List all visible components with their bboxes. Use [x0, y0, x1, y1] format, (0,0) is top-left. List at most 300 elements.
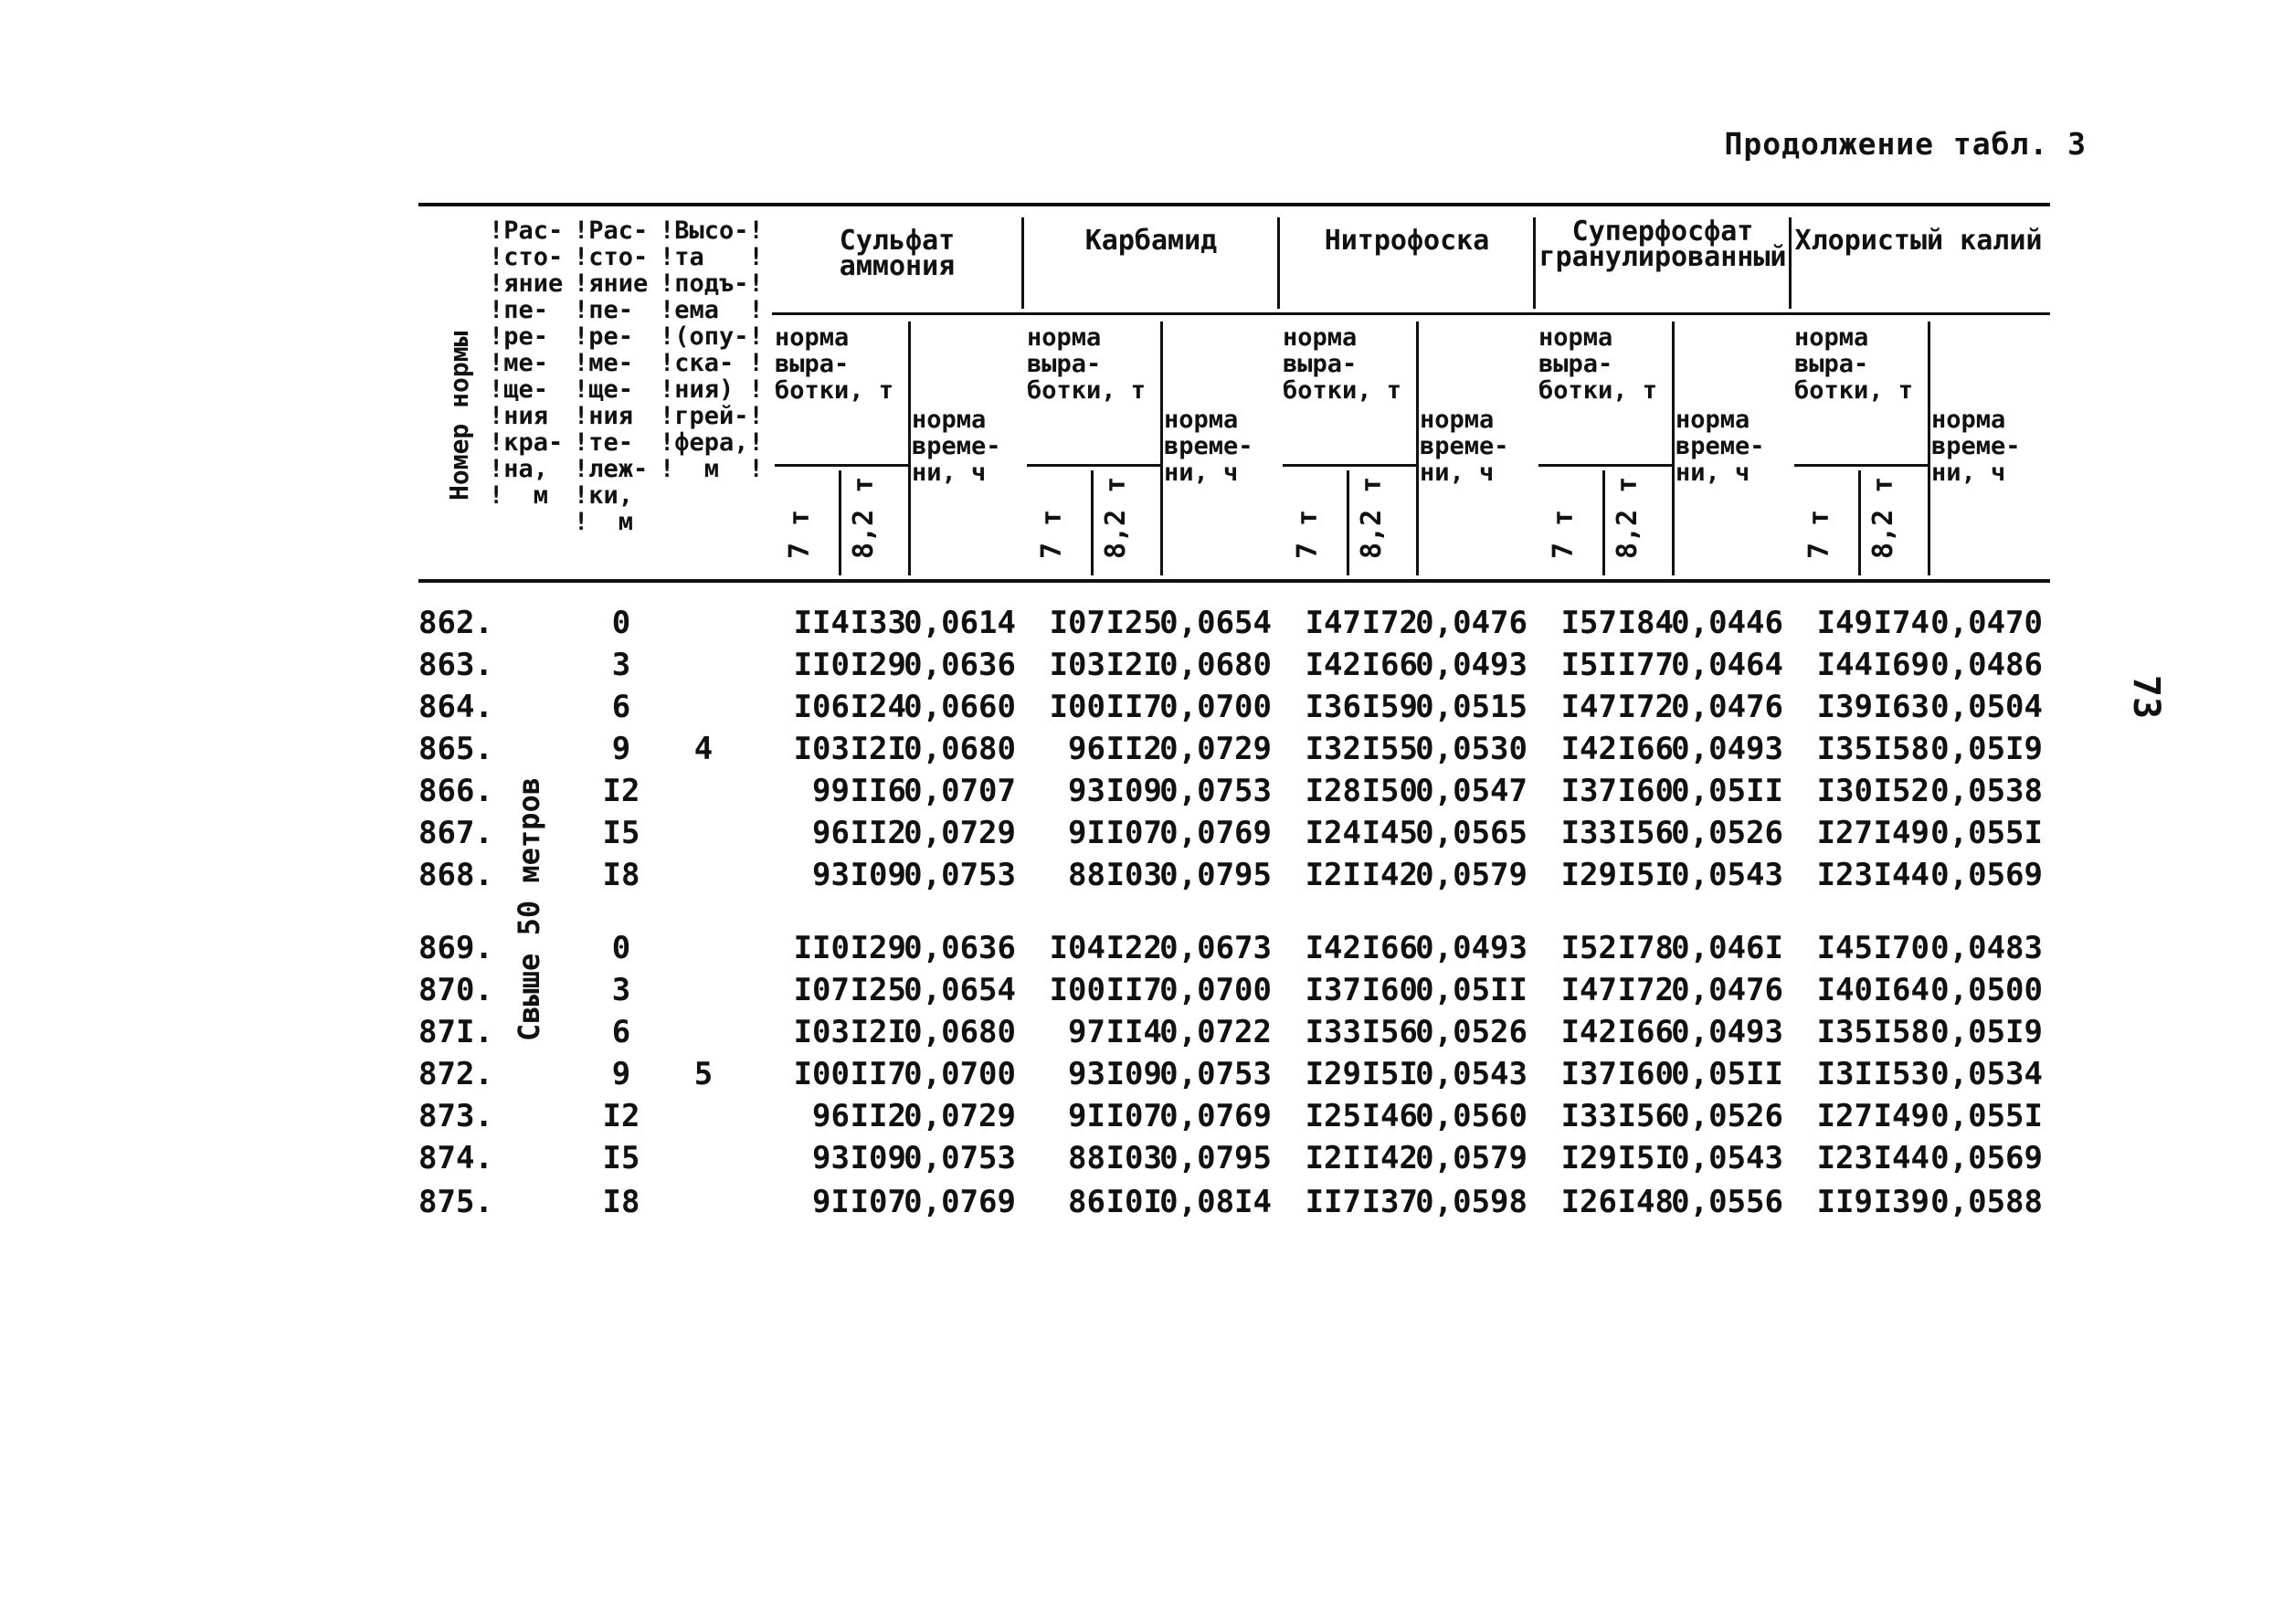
table-cell: I03: [793, 731, 850, 767]
table-cell: 0,0464: [1671, 647, 1783, 683]
row-height: 5: [693, 1056, 714, 1092]
table-cell: 0,0543: [1671, 857, 1783, 893]
table-cell: I25: [1305, 1098, 1361, 1134]
table-cell: 0,0476: [1415, 605, 1528, 641]
table-cell: I70: [1873, 930, 1929, 966]
group-header: Карбамид: [1084, 225, 1218, 257]
table-cell: I58: [1873, 1014, 1929, 1050]
table-row: [0, 773, 2294, 815]
table-cell: I2I: [850, 731, 906, 767]
table-cell: II2: [1105, 731, 1162, 767]
table-cell: I03: [1105, 1140, 1162, 1176]
table-cell: I2I: [1305, 1140, 1361, 1176]
table-cell: 0,0700: [1159, 972, 1272, 1008]
table-row: [0, 1140, 2294, 1182]
table-cell: I59: [1361, 689, 1418, 725]
row-norm-number: 872.: [418, 1056, 493, 1092]
table-cell: 0,0543: [1671, 1140, 1783, 1176]
table-cell: 0,0565: [1415, 815, 1528, 851]
table-cell: I37: [1560, 773, 1617, 809]
table-cell: 0,0493: [1671, 1014, 1783, 1050]
table-cell: I42: [1361, 857, 1418, 893]
row-distance: 0: [611, 930, 631, 966]
table-cell: 0,0526: [1671, 815, 1783, 851]
table-cell: I42: [1361, 1140, 1418, 1176]
table-cell: I66: [1617, 1014, 1674, 1050]
table-cell: I39: [1873, 1184, 1929, 1220]
table-cell: I45: [1361, 815, 1418, 851]
column-rule: [839, 470, 841, 575]
table-cell: 0,0700: [904, 1056, 1016, 1092]
table-cell: I55: [1361, 731, 1418, 767]
table-cell: 0,0729: [1159, 731, 1272, 767]
table-cell: I60: [1617, 773, 1674, 809]
group-divider-rule: [772, 312, 2050, 315]
sub-header-7t: 7 т: [1292, 509, 1324, 559]
table-cell: II7: [1105, 689, 1162, 725]
table-cell: I5I: [1361, 1056, 1418, 1092]
sub-header-norm-time: норма време- ни, ч: [1164, 406, 1253, 487]
table-cell: 0,0729: [904, 1098, 1016, 1134]
table-cell: I36: [1305, 689, 1361, 725]
table-cell: I52: [1560, 930, 1617, 966]
sub-header-7t: 7 т: [1036, 509, 1068, 559]
table-cell: I33: [1560, 1098, 1617, 1134]
table-cell: 0,0547: [1415, 773, 1528, 809]
table-cell: 0,0707: [904, 773, 1016, 809]
row-norm-number: 875.: [418, 1184, 493, 1220]
sub-header-7t: 7 т: [1803, 509, 1835, 559]
table-cell: I44: [1816, 647, 1873, 683]
sub-header-7t: 7 т: [784, 509, 816, 559]
table-cell: 0,0636: [904, 930, 1016, 966]
table-cell: I35: [1816, 1014, 1873, 1050]
table-cell: 0,0534: [1930, 1056, 2043, 1092]
table-cell: 93: [812, 1140, 850, 1176]
table-cell: I63: [1873, 689, 1929, 725]
group-header: Сульфат аммония: [839, 225, 956, 282]
sub-header-norm-output: норма выра- ботки, т: [775, 323, 894, 405]
table-cell: 93: [1068, 773, 1105, 809]
sub-rule: [1027, 464, 1160, 467]
sub-header-norm-time: норма време- ни, ч: [1931, 406, 2021, 487]
table-cell: I2I: [850, 1014, 906, 1050]
table-cell: I29: [850, 647, 906, 683]
table-cell: I04: [1049, 930, 1105, 966]
table-cell: 0,0588: [1930, 1184, 2043, 1220]
table-cell: 86: [1068, 1184, 1105, 1220]
side-label: Свыше 50 метров: [512, 777, 546, 1041]
group-separator: [1533, 217, 1536, 309]
table-cell: I66: [1361, 647, 1418, 683]
table-cell: 96: [812, 1098, 850, 1134]
table-row: [0, 1056, 2294, 1098]
table-cell: 0,0569: [1930, 857, 2043, 893]
sub-header-8-2t: 8,2 т: [1356, 476, 1388, 559]
row-distance: 6: [611, 689, 631, 725]
table-cell: 88: [1068, 857, 1105, 893]
table-caption: Продолжение табл. 3: [1724, 126, 2087, 162]
table-cell: I24: [1305, 815, 1361, 851]
table-cell: I24: [850, 689, 906, 725]
table-cell: I33: [1560, 815, 1617, 851]
row-height: 4: [693, 731, 714, 767]
table-cell: 0,0614: [904, 605, 1016, 641]
table-cell: I50: [1361, 773, 1418, 809]
table-cell: 97: [1068, 1014, 1105, 1050]
row-norm-number: 870.: [418, 972, 493, 1008]
table-cell: I22: [1105, 930, 1162, 966]
column-rule: [1672, 322, 1675, 575]
table-cell: I29: [1305, 1056, 1361, 1092]
sub-header-norm-output: норма выра- ботки, т: [1283, 323, 1402, 405]
table-cell: 0,0543: [1415, 1056, 1528, 1092]
table-cell: 0,0598: [1415, 1184, 1528, 1220]
sub-rule: [1794, 464, 1928, 467]
table-cell: 0,0753: [1159, 773, 1272, 809]
table-row: [0, 1098, 2294, 1140]
sub-header-norm-time: норма време- ни, ч: [912, 406, 1001, 487]
table-cell: 0,0680: [904, 1014, 1016, 1050]
table-cell: I49: [1816, 605, 1873, 641]
table-cell: 0,0673: [1159, 930, 1272, 966]
table-cell: I72: [1617, 689, 1674, 725]
header-distance-move: !Рас- !сто- !яние !пе- !ре- !ме- !ще- !ния !кра- !на, ! м: [489, 216, 564, 510]
table-cell: I57: [1560, 605, 1617, 641]
table-cell: 0,0579: [1415, 857, 1528, 893]
table-cell: 0,0446: [1671, 605, 1783, 641]
column-rule: [1416, 322, 1419, 575]
table-cell: I42: [1305, 930, 1361, 966]
table-cell: I69: [1873, 647, 1929, 683]
sub-header-8-2t: 8,2 т: [1867, 476, 1899, 559]
table-cell: 0,0500: [1930, 972, 2043, 1008]
table-cell: II4: [1105, 1014, 1162, 1050]
table-cell: 0,0483: [1930, 930, 2043, 966]
page-number: 73: [2125, 674, 2168, 720]
table-cell: 0,05II: [1671, 773, 1783, 809]
sub-header-8-2t: 8,2 т: [848, 476, 880, 559]
table-cell: II7: [850, 1056, 906, 1092]
table-cell: I37: [1361, 1184, 1418, 1220]
row-norm-number: 873.: [418, 1098, 493, 1134]
table-cell: I45: [1816, 930, 1873, 966]
table-cell: II6: [850, 773, 906, 809]
table-cell: II4: [793, 605, 850, 641]
table-cell: I09: [1105, 1056, 1162, 1092]
table-cell: I42: [1305, 647, 1361, 683]
table-row: [0, 1014, 2294, 1056]
row-norm-number: 863.: [418, 647, 493, 683]
table-cell: 0,0680: [1159, 647, 1272, 683]
sub-header-8-2t: 8,2 т: [1100, 476, 1132, 559]
sub-rule: [1283, 464, 1416, 467]
table-cell: 0,05II: [1671, 1056, 1783, 1092]
row-norm-number: 866.: [418, 773, 493, 809]
table-cell: I49: [1873, 1098, 1929, 1134]
row-norm-number: 874.: [418, 1140, 493, 1176]
table-cell: I42: [1560, 731, 1617, 767]
table-cell: 0,0560: [1415, 1098, 1528, 1134]
table-cell: I03: [1049, 647, 1105, 683]
table-cell: 0,0476: [1671, 972, 1783, 1008]
table-cell: I09: [850, 1140, 906, 1176]
sub-rule: [1538, 464, 1672, 467]
table-cell: I2I: [1105, 647, 1162, 683]
table-cell: I03: [793, 1014, 850, 1050]
table-cell: 0,0769: [1159, 1098, 1272, 1134]
table-cell: I23: [1816, 1140, 1873, 1176]
group-separator: [1789, 217, 1792, 309]
table-cell: I84: [1617, 605, 1674, 641]
table-cell: 0,0569: [1930, 1140, 2043, 1176]
table-cell: 0,055I: [1930, 815, 2043, 851]
table-row: [0, 605, 2294, 647]
row-norm-number: 864.: [418, 689, 493, 725]
row-norm-number: 869.: [418, 930, 493, 966]
table-cell: I25: [1105, 605, 1162, 641]
table-cell: I33: [1305, 1014, 1361, 1050]
header-distance-trolley: !Рас- !сто- !яние !пе- !ре- !ме- !ще- !ния !те- !леж- !ки, ! м: [574, 216, 649, 536]
table-cell: I07: [1105, 1098, 1162, 1134]
table-cell: 0,0654: [1159, 605, 1272, 641]
column-rule: [908, 322, 911, 575]
table-cell: I49: [1873, 815, 1929, 851]
sub-header-norm-output: норма выра- ботки, т: [1794, 323, 1914, 405]
table-cell: I00: [1049, 972, 1105, 1008]
table-cell: I5I: [1617, 857, 1674, 893]
row-distance: I2: [602, 1098, 640, 1134]
table-cell: 0,0530: [1415, 731, 1528, 767]
table-cell: I47: [1560, 972, 1617, 1008]
row-distance: 3: [611, 647, 631, 683]
table-cell: 0,0476: [1671, 689, 1783, 725]
sub-header-norm-time: норма време- ни, ч: [1420, 406, 1509, 487]
table-cell: I56: [1361, 1014, 1418, 1050]
table-cell: I23: [1816, 857, 1873, 893]
table-cell: II7: [1105, 972, 1162, 1008]
table-cell: 0,05I9: [1930, 1014, 2043, 1050]
table-cell: I66: [1617, 731, 1674, 767]
table-cell: I44: [1873, 1140, 1929, 1176]
table-row: [0, 647, 2294, 689]
table-cell: I46: [1361, 1098, 1418, 1134]
table-cell: I35: [1816, 731, 1873, 767]
row-distance: I8: [602, 1184, 640, 1220]
column-rule: [1602, 470, 1605, 575]
table-cell: 0,0654: [904, 972, 1016, 1008]
row-distance: I5: [602, 815, 640, 851]
table-cell: 0,0753: [904, 857, 1016, 893]
table-cell: 0,0470: [1930, 605, 2043, 641]
group-header: Суперфосфат гранулированный: [1538, 216, 1787, 273]
table-row: [0, 1184, 2294, 1226]
table-row: [0, 731, 2294, 773]
column-rule: [1091, 470, 1094, 575]
table-cell: I5I: [1617, 1140, 1674, 1176]
table-cell: 0,0795: [1159, 857, 1272, 893]
table-row: [0, 815, 2294, 857]
sub-header-8-2t: 8,2 т: [1612, 476, 1644, 559]
table-cell: I52: [1873, 773, 1929, 809]
table-row: [0, 972, 2294, 1014]
table-cell: I78: [1617, 930, 1674, 966]
table-cell: I74: [1873, 605, 1929, 641]
table-cell: I72: [1617, 972, 1674, 1008]
row-distance: 9: [611, 1056, 631, 1092]
table-cell: 9I: [1068, 1098, 1105, 1134]
table-cell: 0,0579: [1415, 1140, 1528, 1176]
table-cell: 0,0660: [904, 689, 1016, 725]
table-cell: 0,0504: [1930, 689, 2043, 725]
table-cell: I60: [1361, 972, 1418, 1008]
table-cell: 0,0680: [904, 731, 1016, 767]
table-cell: I33: [850, 605, 906, 641]
table-cell: 0,0486: [1930, 647, 2043, 683]
table-cell: II7: [1305, 1184, 1361, 1220]
table-cell: 0,05II: [1415, 972, 1528, 1008]
table-cell: I60: [1617, 1056, 1674, 1092]
table-cell: II9: [1816, 1184, 1873, 1220]
table-cell: I66: [1361, 930, 1418, 966]
table-cell: 0,0729: [904, 815, 1016, 851]
table-cell: I64: [1873, 972, 1929, 1008]
table-cell: I58: [1873, 731, 1929, 767]
table-cell: I0I: [1105, 1184, 1162, 1220]
group-separator: [1277, 217, 1280, 309]
table-cell: 0,0556: [1671, 1184, 1783, 1220]
table-cell: I5I: [1560, 647, 1617, 683]
row-norm-number: 865.: [418, 731, 493, 767]
table-row: [0, 857, 2294, 899]
row-distance: I8: [602, 857, 640, 893]
column-rule: [1347, 470, 1349, 575]
table-cell: 88: [1068, 1140, 1105, 1176]
table-cell: I03: [1105, 857, 1162, 893]
sub-header-norm-output: норма выра- ботки, т: [1027, 323, 1147, 405]
table-cell: I09: [1105, 773, 1162, 809]
table-cell: 96: [812, 815, 850, 851]
table-cell: 0,0636: [904, 647, 1016, 683]
table-cell: I72: [1361, 605, 1418, 641]
table-cell: I27: [1816, 1098, 1873, 1134]
row-distance: I5: [602, 1140, 640, 1176]
table-cell: I53: [1873, 1056, 1929, 1092]
table-cell: I77: [1617, 647, 1674, 683]
table-cell: I37: [1560, 1056, 1617, 1092]
table-cell: 0,0769: [1159, 815, 1272, 851]
table-cell: I29: [1560, 1140, 1617, 1176]
table-cell: I28: [1305, 773, 1361, 809]
table-cell: I3I: [1816, 1056, 1873, 1092]
table-cell: 0,0526: [1415, 1014, 1528, 1050]
table-cell: I00: [793, 1056, 850, 1092]
table-cell: I47: [1305, 605, 1361, 641]
row-norm-number: 867.: [418, 815, 493, 851]
table-cell: I32: [1305, 731, 1361, 767]
group-header: Нитрофоска: [1324, 225, 1490, 257]
table-cell: 93: [1068, 1056, 1105, 1092]
table-cell: II2: [850, 1098, 906, 1134]
table-cell: 0,0769: [904, 1184, 1016, 1220]
table-cell: I07: [1049, 605, 1105, 641]
table-cell: I07: [850, 1184, 906, 1220]
table-row: [0, 930, 2294, 972]
table-cell: I25: [850, 972, 906, 1008]
column-rule: [1858, 470, 1861, 575]
table-cell: I48: [1617, 1184, 1674, 1220]
table-row: [0, 689, 2294, 731]
table-cell: I2I: [1305, 857, 1361, 893]
table-cell: 0,0538: [1930, 773, 2043, 809]
table-cell: I27: [1816, 815, 1873, 851]
table-cell: 0,0722: [1159, 1014, 1272, 1050]
table-cell: 9I: [1068, 815, 1105, 851]
header-bottom-rule: [418, 579, 2050, 583]
table-cell: I42: [1560, 1014, 1617, 1050]
table-cell: I07: [793, 972, 850, 1008]
table-cell: 99: [812, 773, 850, 809]
table-cell: I47: [1560, 689, 1617, 725]
sub-header-norm-output: норма выра- ботки, т: [1538, 323, 1658, 405]
table-cell: II2: [850, 815, 906, 851]
table-cell: 0,0700: [1159, 689, 1272, 725]
table-cell: 93: [812, 857, 850, 893]
row-norm-number: 87I.: [418, 1014, 493, 1050]
row-distance: 6: [611, 1014, 631, 1050]
row-norm-number: 862.: [418, 605, 493, 641]
table-cell: 0,0753: [904, 1140, 1016, 1176]
table-cell: I06: [793, 689, 850, 725]
column-rule: [1928, 322, 1930, 575]
table-cell: I07: [1105, 815, 1162, 851]
table-cell: I56: [1617, 1098, 1674, 1134]
table-top-rule: [418, 203, 2050, 206]
table-cell: 0,0526: [1671, 1098, 1783, 1134]
table-cell: I56: [1617, 815, 1674, 851]
table-cell: 0,0493: [1415, 647, 1528, 683]
group-header: Хлористый калий: [1794, 225, 2043, 257]
table-cell: II0: [793, 647, 850, 683]
row-distance: 9: [611, 731, 631, 767]
header-norm-number: Номер нормы: [444, 331, 474, 501]
table-cell: I40: [1816, 972, 1873, 1008]
table-cell: I09: [850, 857, 906, 893]
table-cell: I30: [1816, 773, 1873, 809]
table-cell: 0,0493: [1671, 731, 1783, 767]
table-cell: I00: [1049, 689, 1105, 725]
table-cell: I29: [1560, 857, 1617, 893]
table-cell: 0,0515: [1415, 689, 1528, 725]
sub-rule: [775, 464, 908, 467]
row-distance: 0: [611, 605, 631, 641]
row-norm-number: 868.: [418, 857, 493, 893]
table-cell: II0: [793, 930, 850, 966]
sub-header-norm-time: норма време- ни, ч: [1676, 406, 1765, 487]
table-cell: I29: [850, 930, 906, 966]
table-cell: 0,0795: [1159, 1140, 1272, 1176]
group-separator: [1021, 217, 1024, 309]
table-cell: 0,08I4: [1159, 1184, 1272, 1220]
table-cell: 9I: [812, 1184, 850, 1220]
row-distance: I2: [602, 773, 640, 809]
table-cell: 0,0753: [1159, 1056, 1272, 1092]
table-cell: I37: [1305, 972, 1361, 1008]
table-cell: 0,046I: [1671, 930, 1783, 966]
header-lift-height: !Высо-! !та ! !подъ-! !ема ! !(опу-! !ска- ! !ния) ! !грей-! !фера,! ! м !: [660, 216, 764, 483]
table-cell: 0,0493: [1415, 930, 1528, 966]
table-cell: 0,05I9: [1930, 731, 2043, 767]
